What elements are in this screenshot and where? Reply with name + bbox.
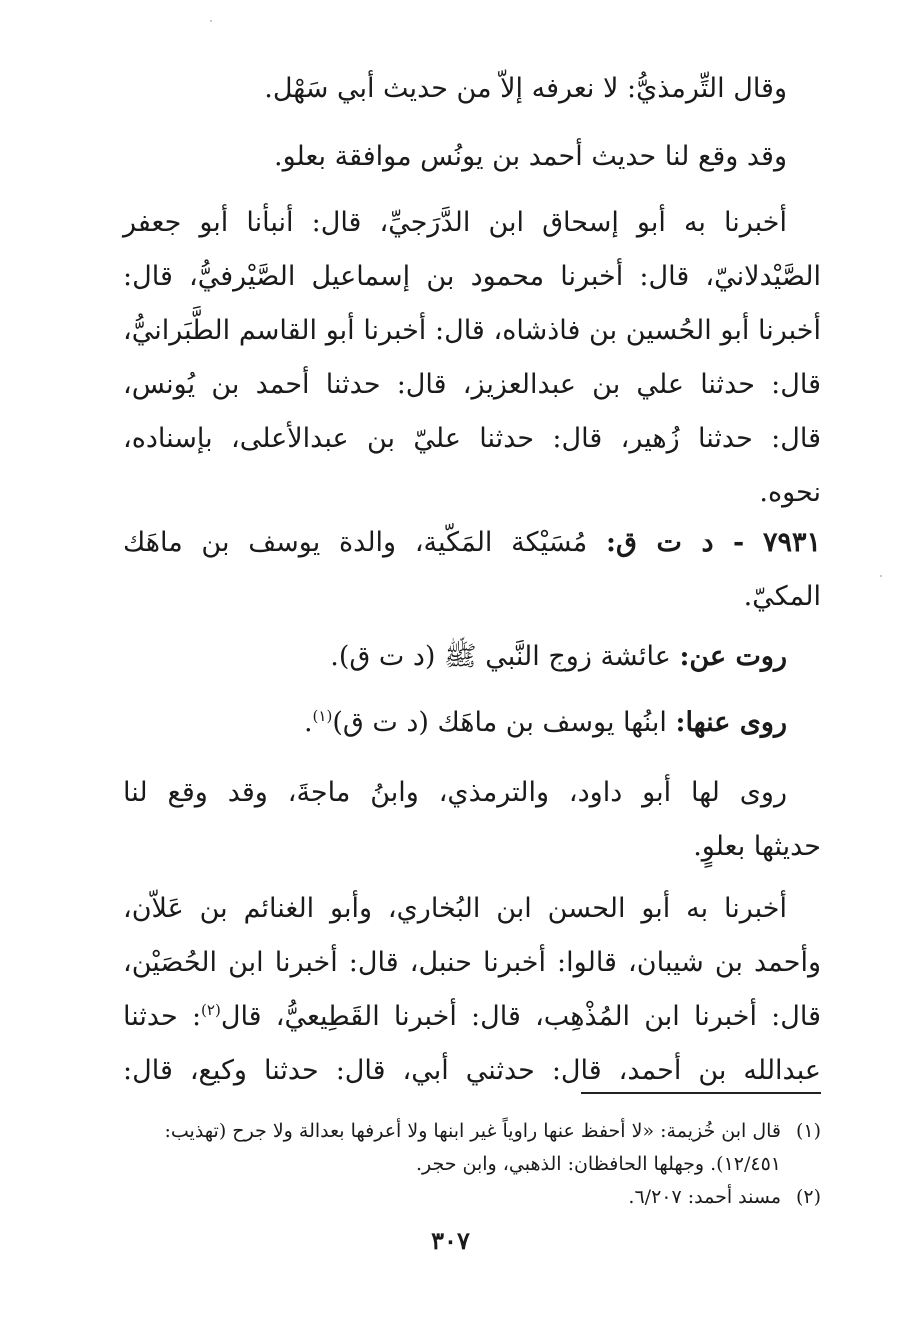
text-line: وأحمد بن شيبان، قالوا: أخبرنا حنبل، قال: أخبرنا ابن الحُصَيْن، [123,947,821,978]
text-line: أخبرنا أبو الحُسين بن فاذشاه، قال: أخبرنا أبو القاسم الطَّبَرانيُّ، [123,315,821,346]
scan-speck [880,575,882,577]
text-line: روى لها أبو داود، والترمذي، وابنُ ماجةَ، وقد وقع لنا [123,777,787,808]
text-line: الصَّيْدلانيّ، قال: أخبرنا محمود بن إسماعيل الصَّيْرفيُّ، قال: [123,261,821,292]
footnote-number: (١) [795,1120,821,1142]
text-line: أخبرنا به أبو إسحاق ابن الدَّرَجيِّ، قال: أنبأنا أبو جعفر [123,207,787,238]
scan-speck [210,20,212,22]
entry-number: ٧٩٣١ [763,527,822,558]
text-segment: : حدثنا [123,1001,202,1032]
footnote-1-cont: ١٢/٤٥١). وجهلها الحافظان: الذهبي، وابن حجر. [415,1153,781,1175]
rawat-line [89,630,821,684]
entry-codes: - د ت ق: [606,527,745,558]
rawat-label: روت عن: [679,641,787,672]
footnote-text: مسند أحمد: ٦/٢٠٧. [628,1186,781,1208]
text-segment: قال: أخبرنا ابن المُذْهِب، قال: أخبرنا القَطِيعيُّ، قال [220,1001,822,1032]
text-line: أخبرنا به أبو الحسن ابن البُخاري، وأبو الغنائم بن عَلاّن، [123,893,787,924]
footnote-separator [581,1092,821,1094]
entry-heading-line [123,516,821,570]
footnote-2 [123,1181,821,1214]
entry-heading-cont: المكيّ. [743,581,821,612]
text-line: قال: حدثنا علي بن عبدالعزيز، قال: حدثنا أحمد بن يُونس، [123,369,821,400]
entry-name: مُسَيْكة المَكّية، والدة يوسف بن ماهَك [123,527,588,558]
text-line-with-footnote [123,990,821,1044]
rawa-end: . [303,707,313,738]
footnote-text: قال ابن خُزيمة: «لا أحفظ عنها راوياً غير ابنها ولا أعرفها بعدالة ولا جرح (تهذيب: [164,1120,781,1142]
footnote-1 [123,1115,821,1148]
footnote-ref-2[interactable]: (٢) [201,1001,221,1019]
tirmidhi-text: وقال التِّرمذيُّ: لا نعرفه إلاّ من حديث أبي سَهْل. [264,73,787,104]
footnotes [123,1115,821,1214]
page-number: ٣٠٧ [431,1226,470,1255]
isnad-paragraph-2 [123,882,821,1098]
isnad-paragraph-1 [123,196,821,520]
rawa-label: روى عنها: [675,707,787,738]
rawa-text: ابنُها يوسف بن ماهَك (د ت ق) [332,707,667,738]
footnote-number: (٢) [795,1186,821,1208]
rawa-laha-paragraph [123,766,821,874]
text-line: نحوه. [759,477,821,508]
entry-heading [123,516,821,624]
footnote-ref-1[interactable]: (١) [312,707,333,725]
rawa-line [89,696,821,750]
text-line: عبدالله بن أحمد، قال: حدثني أبي، قال: حدثنا وكيع، قال: [123,1055,821,1086]
rawat-text: عائشة زوج النَّبي ﷺ (د ت ق). [330,641,671,672]
waqa-line [89,130,821,184]
tirmidhi-line [89,62,821,116]
text-line: حديثها بعلوٍ. [693,831,821,862]
text-line: قال: حدثنا زُهير، قال: حدثنا عليّ بن عبدالأعلى، بإسناده، [123,423,821,454]
waqa-text: وقد وقع لنا حديث أحمد بن يونُس موافقة بعلو. [274,141,787,172]
